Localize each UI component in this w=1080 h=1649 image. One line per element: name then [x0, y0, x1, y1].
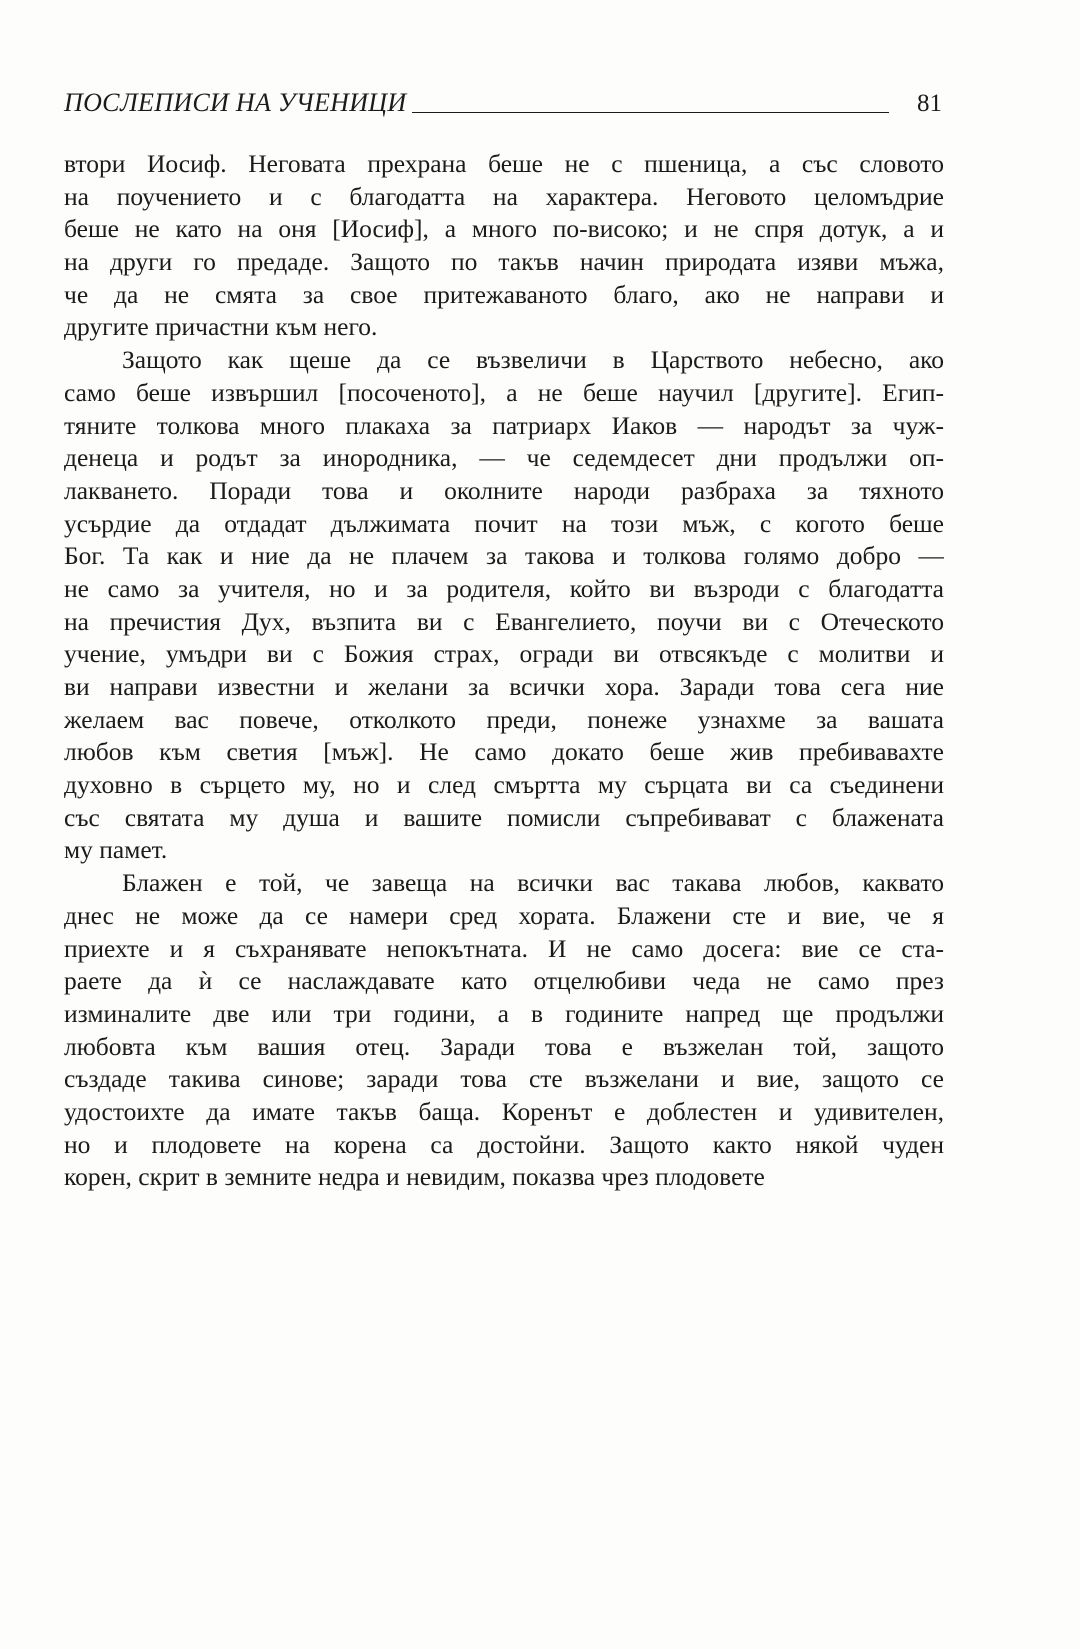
text-line: раете да ѝ се наслаждавате като отцелюбиви чеда не само през	[64, 966, 944, 996]
text-line: че да не смята за свое притежаваното благо, ако не направи и	[64, 279, 944, 309]
text-line: другите причастни към него.	[64, 312, 378, 342]
text-line: му памет.	[64, 835, 168, 865]
text-line: втори Иосиф. Неговата прехрана беше не с пшеница, а със словото	[64, 149, 944, 178]
paragraph	[64, 344, 944, 867]
text-line: денеца и родът за инородника, — че седемдесет дни продължи оп-	[64, 443, 944, 473]
paragraph	[64, 867, 944, 1194]
text-line: любовта към вашия отец. Заради това е възжелан той, защото	[64, 1031, 944, 1061]
text-line: но и плодовете на корена са достойни. Защото както някой чуден	[64, 1129, 944, 1159]
text-line: Защото как щеше да се възвеличи в Царството небесно, ако	[122, 345, 944, 375]
text-line: днес не може да се намери сред хората. Блажени сте и вие, че я	[64, 900, 944, 930]
text-line: на пречистия Дух, възпита ви с Евангелието, поучи ви с Отеческото	[64, 606, 944, 636]
text-line: учение, умъдри ви с Божия страх, огради ви отвсякъде с молитви и	[64, 639, 944, 669]
text-line: беше не като на оня [Иосиф], а много по-високо; и не спря дотук, а и	[64, 214, 944, 244]
text-line: само беше извършил [посоченото], а не беше научил [другите]. Егип-	[64, 377, 944, 407]
text-line: желаем вас повече, отколкото преди, понеже узнахме за вашата	[64, 704, 944, 734]
text-line: любов към светия [мъж]. Не само докато беше жив пребивавахте	[64, 737, 944, 767]
text-line: не само за учителя, но и за родителя, който ви възроди с благодатта	[64, 573, 944, 603]
text-line: ви направи известни и желани за всички хора. Заради това сега ние	[64, 672, 944, 701]
text-line: на други го предаде. Защото по такъв начин природата изяви мъжа,	[64, 247, 944, 277]
text-line: тяните толкова много плакаха за патриарх Иаков — народът за чуж-	[64, 410, 944, 440]
text-line: лакването. Поради това и околните народи разбраха за тяхното	[64, 475, 944, 505]
text-line: изминалите две или три години, а в годините напред ще продължи	[64, 998, 944, 1028]
text-line: удостоихте да имате такъв баща. Коренът е доблестен и удивителен,	[64, 1096, 944, 1126]
page-number: 81	[917, 90, 942, 117]
running-header	[64, 80, 944, 116]
body-text	[64, 148, 944, 1194]
text-line: Блажен е той, че завеща на всички вас такава любов, каквато	[122, 868, 944, 898]
text-line: духовно в сърцето му, но и след смъртта му сърцата ви са съединени	[64, 770, 944, 800]
text-line: корен, скрит в земните недра и невидим, показва чрез плодовете	[64, 1162, 765, 1192]
running-title: ПОСЛЕПИСИ НА УЧЕНИЦИ	[64, 88, 407, 117]
text-line: приехте и я съхранявате непокътната. И не само досега: вие се ста-	[64, 933, 944, 963]
text-line: на поучението и с благодатта на характера. Неговото целомъдрие	[64, 181, 944, 211]
text-line: със святата му душа и вашите помисли съпребивават с блажената	[64, 802, 944, 832]
header-rule	[412, 112, 889, 113]
text-line: създаде такива синове; заради това сте възжелани и вие, защото се	[64, 1064, 944, 1094]
text-line: усърдие да отдадат дължимата почит на този мъж, с когото беше	[64, 508, 944, 538]
text-line: Бог. Та как и ние да не плачем за такова и толкова голямо добро —	[64, 541, 944, 571]
paragraph	[64, 148, 944, 344]
